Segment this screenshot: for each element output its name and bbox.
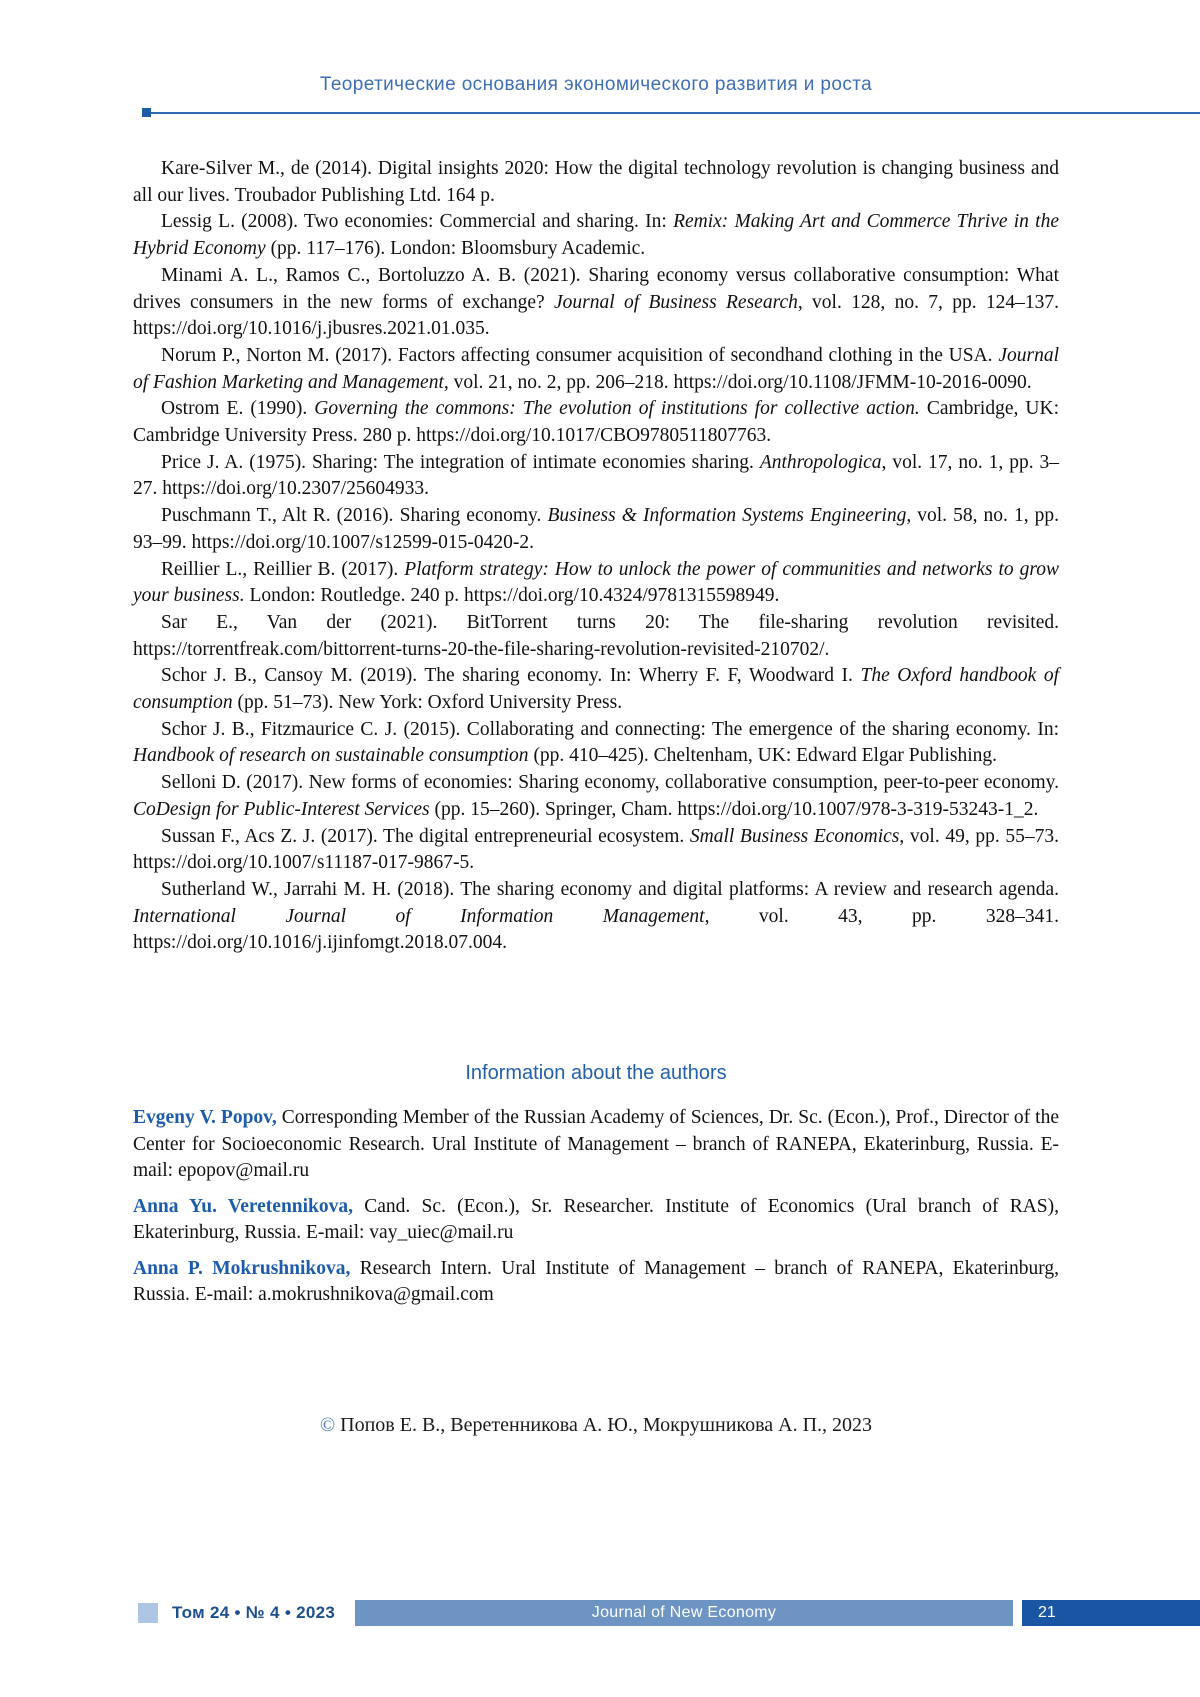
author-item bbox=[133, 1256, 1059, 1309]
reference-item bbox=[133, 450, 1059, 503]
author-name: Anna Yu. Veretennikova, bbox=[133, 1195, 354, 1217]
reference-text-segment: Schor J. B., Cansoy M. (2019). The sharing economy. In: Wherry F. F, Woodward I. bbox=[161, 665, 861, 687]
author-name: Anna P. Mokrushnikova, bbox=[133, 1257, 351, 1279]
reference-text-segment: Minami A. L., Ramos C., Bortoluzzo A. B. (2021). Sharing economy versus collaborative consumption: What drives consumers in the new forms of exchange? bbox=[133, 264, 1059, 313]
reference-text-segment: , vol. 21, no. 2, pp. 206–218. https://doi.org/10.1108/JFMM-10-2016-0090. bbox=[443, 371, 1032, 393]
author-name: Evgeny V. Popov, bbox=[133, 1107, 277, 1128]
authors-list bbox=[133, 1105, 1059, 1309]
reference-text-segment: Sar E., Van der (2021). BitTorrent turns 20: The file-sharing revolution revisited. https://torrentfreak.com/bittorrent-turns-20-the-file-sharing-revolution-revisited-210702/. bbox=[133, 611, 1059, 660]
author-item bbox=[133, 1194, 1059, 1247]
reference-text-segment: Sussan F., Acs Z. J. (2017). The digital entrepreneurial ecosystem. bbox=[161, 825, 690, 847]
reference-text-segment: , vol. 49, pp. 55–73. https://doi.org/10.1007/s11187-017-9867-5. bbox=[133, 825, 1059, 874]
copyright-line bbox=[133, 1414, 1059, 1437]
reference-text-segment: Ostrom E. (1990). bbox=[161, 398, 315, 420]
reference-text-segment: Lessig L. (2008). Two economies: Commercial and sharing. In: bbox=[161, 211, 674, 233]
footer-volume-info: Том 24 • № 4 • 2023 bbox=[172, 1603, 336, 1622]
references-list bbox=[133, 156, 1059, 957]
reference-text-segment: (pp. 51–73). New York: Oxford University Press. bbox=[232, 692, 623, 714]
reference-text-segment: Cambridge, UK: Cambridge University Press. 280 p. https://doi.org/10.1017/CBO9780511807763. bbox=[133, 398, 1060, 447]
reference-text-segment: Anthropologica bbox=[759, 451, 882, 473]
copyright-text: Попов Е. В., Веретенникова А. Ю., Мокрушникова А. П., 2023 bbox=[335, 1414, 873, 1436]
reference-text-segment: The Oxford handbook of consumption bbox=[133, 665, 1060, 714]
running-head: Теоретические основания экономического развития и роста bbox=[319, 74, 873, 95]
reference-text-segment: (pp. 15–260). Springer, Cham. https://doi.org/10.1007/978-3-319-53243-1_2. bbox=[429, 798, 1039, 820]
reference-item bbox=[133, 343, 1059, 396]
authors-section bbox=[133, 1062, 1059, 1318]
reference-text-segment: Kare-Silver M., de (2014). Digital insights 2020: How the digital technology revolution is changing business and all our lives. Troubador Publishing Ltd. 164 p. bbox=[133, 158, 1059, 206]
authors-section-heading: Information about the authors bbox=[465, 1062, 727, 1084]
reference-text-segment: , vol. 43, pp. 328–341. https://doi.org/10.1016/j.ijinfomgt.2018.07.004. bbox=[133, 905, 1059, 954]
reference-item bbox=[133, 503, 1059, 556]
reference-text-segment: Handbook of research on sustainable consumption bbox=[133, 745, 529, 767]
reference-text-segment: , vol. 128, no. 7, pp. 124–137. https://doi.org/10.1016/j.jbusres.2021.01.035. bbox=[133, 291, 1059, 340]
reference-text-segment: Puschmann T., Alt R. (2016). Sharing economy. bbox=[161, 505, 548, 527]
reference-item bbox=[133, 610, 1059, 663]
reference-text-segment: vol. 58, no. 1, pp. 93–99. https://doi.org/10.1007/s12599-015-0420-2. bbox=[133, 505, 1059, 553]
reference-text-segment: Norum P., Norton M. (2017). Factors affecting consumer acquisition of secondhand clothing in the USA. bbox=[161, 344, 999, 366]
reference-item bbox=[133, 877, 1059, 957]
reference-item bbox=[133, 717, 1059, 770]
header-rule bbox=[143, 112, 1200, 114]
reference-text-segment: London: Routledge. 240 p. https://doi.org/10.4324/9781315598949. bbox=[244, 585, 780, 607]
header-rule-square bbox=[142, 108, 151, 117]
footer-page-number: 21 bbox=[1022, 1600, 1200, 1626]
reference-text-segment: Selloni D. (2017). New forms of economies: Sharing economy, collaborative consumption, peer-to-peer economy. bbox=[161, 772, 1059, 794]
reference-text-segment: Price J. A. (1975). Sharing: The integration of intimate economies sharing. bbox=[161, 451, 760, 473]
reference-text-segment: International Journal of Information Management bbox=[133, 905, 705, 927]
reference-item bbox=[133, 396, 1059, 449]
reference-text-segment: Reillier L., Reillier B. (2017). bbox=[161, 558, 405, 580]
author-description: Cand. Sc. (Econ.), Sr. Researcher. Institute of Economics (Ural branch of RAS), Ekaterinburg, Russia. E-mail: vay_uiec@mail.ru bbox=[133, 1195, 1059, 1243]
reference-text-segment: CoDesign for Public-Interest Services bbox=[133, 798, 430, 820]
reference-item bbox=[133, 209, 1059, 262]
author-item bbox=[133, 1105, 1059, 1185]
reference-item bbox=[133, 663, 1059, 716]
reference-item bbox=[133, 263, 1059, 343]
page-footer bbox=[0, 1600, 1200, 1626]
reference-text-segment: (pp. 117–176). London: Bloomsbury Academic. bbox=[265, 238, 646, 260]
reference-item bbox=[133, 770, 1059, 823]
author-description: Corresponding Member of the Russian Academy of Sciences, Dr. Sc. (Econ.), Prof., Director of the Center for Socioeconomic Research. Ural Institute of Management – branch of RANEPA, Ekaterinburg, Russia. E-mail: epopov@mail.ru bbox=[133, 1107, 1059, 1181]
reference-text-segment: Platform strategy: How to unlock the power of communities and networks to grow your business. bbox=[133, 558, 1059, 607]
reference-text-segment: (pp. 410–425). Cheltenham, UK: Edward Elgar Publishing. bbox=[528, 745, 998, 767]
reference-text-segment: Journal of Fashion Marketing and Management bbox=[133, 344, 1059, 393]
reference-item bbox=[133, 557, 1059, 610]
author-description: Research Intern. Ural Institute of Management – branch of RANEPA, Ekaterinburg, Russia. E-mail: a.mokrushnikova@gmail.com bbox=[133, 1257, 1059, 1305]
reference-item bbox=[133, 156, 1059, 209]
footer-accent-square bbox=[138, 1603, 158, 1623]
reference-item bbox=[133, 824, 1059, 877]
reference-text-segment: Remix: Making Art and Commerce Thrive in the Hybrid Economy bbox=[133, 211, 1060, 260]
reference-text-segment: , vol. 17, no. 1, pp. 3–27. https://doi.org/10.2307/25604933. bbox=[133, 451, 1060, 500]
copyright-symbol: © bbox=[319, 1414, 336, 1436]
reference-text-segment: Schor J. B., Fitzmaurice C. J. (2015). Collaborating and connecting: The emergence of the sharing economy. In: bbox=[161, 718, 1059, 740]
reference-text-segment: Business & Information Systems Engineering, bbox=[547, 505, 912, 527]
reference-text-segment: Sutherland W., Jarrahi M. H. (2018). The sharing economy and digital platforms: A review and research agenda. bbox=[161, 878, 1059, 900]
reference-text-segment: Journal of Business Research bbox=[554, 291, 798, 313]
reference-text-segment: Governing the commons: The evolution of institutions for collective action. bbox=[314, 398, 920, 420]
footer-journal-bar: Journal of New Economy bbox=[355, 1600, 1013, 1626]
reference-text-segment: Small Business Economics bbox=[689, 825, 900, 847]
